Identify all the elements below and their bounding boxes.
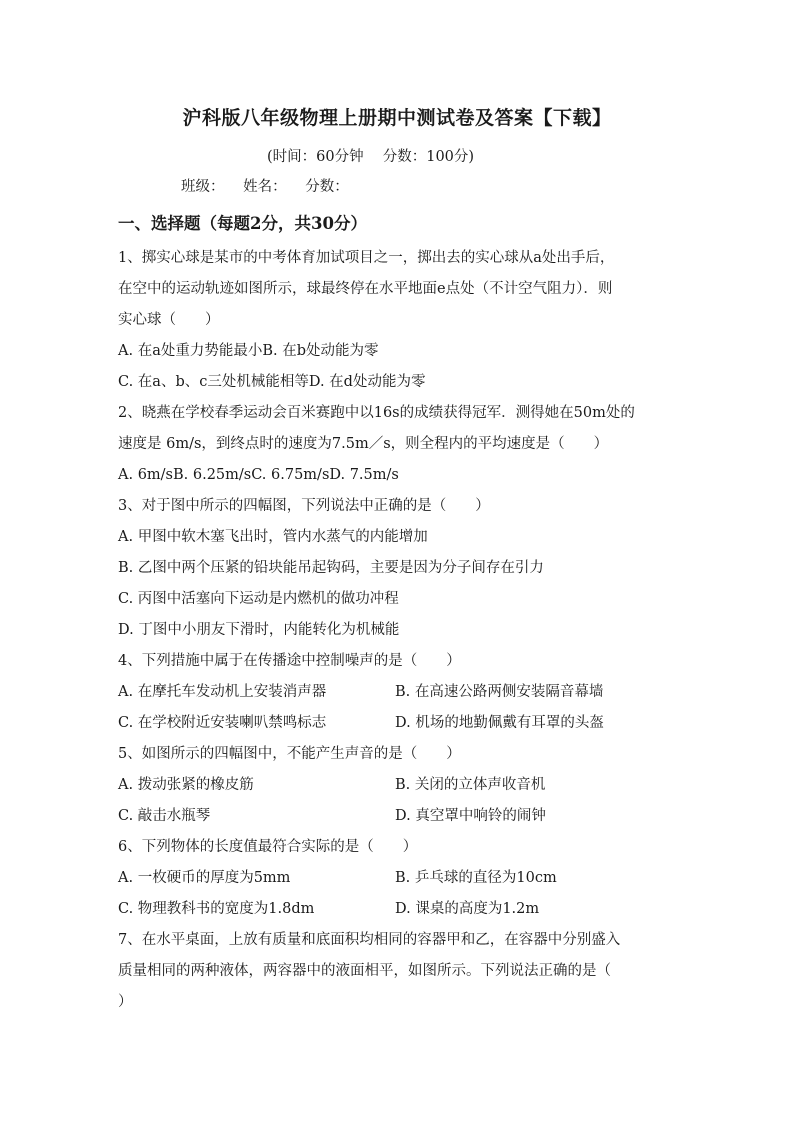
q3-option-d: D. 丁图中小朋友下滑时，内能转化为机械能 (118, 622, 400, 638)
q5-option-a: A. 拨动张紧的橡皮筋 (118, 777, 254, 793)
q4-options-row (118, 677, 678, 708)
q5-option-c: C. 敲击水瓶琴 (118, 808, 211, 824)
name-label: 姓名： (243, 179, 287, 195)
q1-options-line: C. 在a、b、c三处机械能相等D. 在d处动能为零 (118, 374, 426, 390)
q4-option-b: B. 在高速公路两侧安装隔音幕墙 (395, 684, 604, 700)
q6-options-row (118, 863, 678, 894)
q1-stem-line: 在空中的运动轨迹如图所示，球最终停在水平地面e点处（不计空气阻力）．则 (118, 281, 613, 297)
q2-options-line: A. 6m/sB. 6.25m/sC. 6.75m/sD. 7.5m/s (118, 467, 399, 483)
q5-option-b: B. 关闭的立体声收音机 (395, 777, 546, 793)
q1-stem-line: 1、掷实心球是某市的中考体育加试项目之一，掷出去的实心球从a处出手后， (118, 250, 615, 266)
q7-stem-line: 7、在水平桌面，上放有质量和底面积均相同的容器甲和乙，在容器中分别盛入 (118, 932, 621, 948)
q4-option-a: A. 在摩托车发动机上安装消声器 (118, 684, 327, 700)
q6-option-d: D. 课桌的高度为1.2m (395, 901, 540, 917)
q7-stem-line: ） (118, 994, 133, 1010)
q6-option-a: A. 一枚硬币的厚度为5mm (118, 870, 291, 886)
q3-option-a: A. 甲图中软木塞飞出时，管内水蒸气的内能增加 (118, 529, 428, 545)
q6-stem-line: 6、下列物体的长度值最符合实际的是（ ） (118, 839, 418, 855)
score-label: 分数： (305, 179, 349, 195)
q3-option-c: C. 丙图中活塞向下运动是内燃机的做功冲程 (118, 591, 399, 607)
q1-stem-line: 实心球（ ） (118, 312, 220, 328)
class-label: 班级： (181, 179, 225, 195)
q7-stem-line: 质量相同的两种液体，两容器中的液面相平，如图所示。下列说法正确的是（ (118, 963, 611, 979)
q3-stem-line: 3、对于图中所示的四幅图，下列说法中正确的是（ ） (118, 498, 490, 514)
q5-option-d: D. 真空罩中响铃的闹钟 (395, 808, 546, 824)
q4-option-c: C. 在学校附近安装喇叭禁鸣标志 (118, 715, 327, 731)
q6-options-row (118, 894, 678, 925)
section-heading: 一、选择题（每题2分，共30分） (118, 214, 367, 233)
q6-option-c: C. 物理教科书的宽度为1.8dm (118, 901, 315, 917)
q6-option-b: B. 乒乓球的直径为10cm (395, 870, 557, 886)
q2-stem-line: 速度是 6m/s，到终点时的速度为7.5m／s，则全程内的平均速度是（ ） (118, 436, 609, 452)
q5-options-row (118, 770, 678, 801)
question-list (118, 243, 678, 1018)
q4-stem-line: 4、下列措施中属于在传播途中控制噪声的是（ ） (118, 653, 461, 669)
exam-time-score: (时间：60分钟 分数：100分) (267, 149, 475, 165)
page-title: 沪科版八年级物理上册期中测试卷及答案【下载】 (182, 107, 612, 129)
q3-option-b: B. 乙图中两个压紧的铅块能吊起钩码，主要是因为分子间存在引力 (118, 560, 544, 576)
q4-options-row (118, 708, 678, 739)
q1-options-line: A. 在a处重力势能最小B. 在b处动能为零 (118, 343, 379, 359)
q5-options-row (118, 801, 678, 832)
q5-stem-line: 5、如图所示的四幅图中，不能产生声音的是（ ） (118, 746, 461, 762)
q4-option-d: D. 机场的地勤佩戴有耳罩的头盔 (395, 715, 604, 731)
q2-stem-line: 2、晓燕在学校春季运动会百米赛跑中以16s的成绩获得冠军．测得她在50m处的 (118, 405, 635, 421)
student-info-line (181, 175, 363, 196)
